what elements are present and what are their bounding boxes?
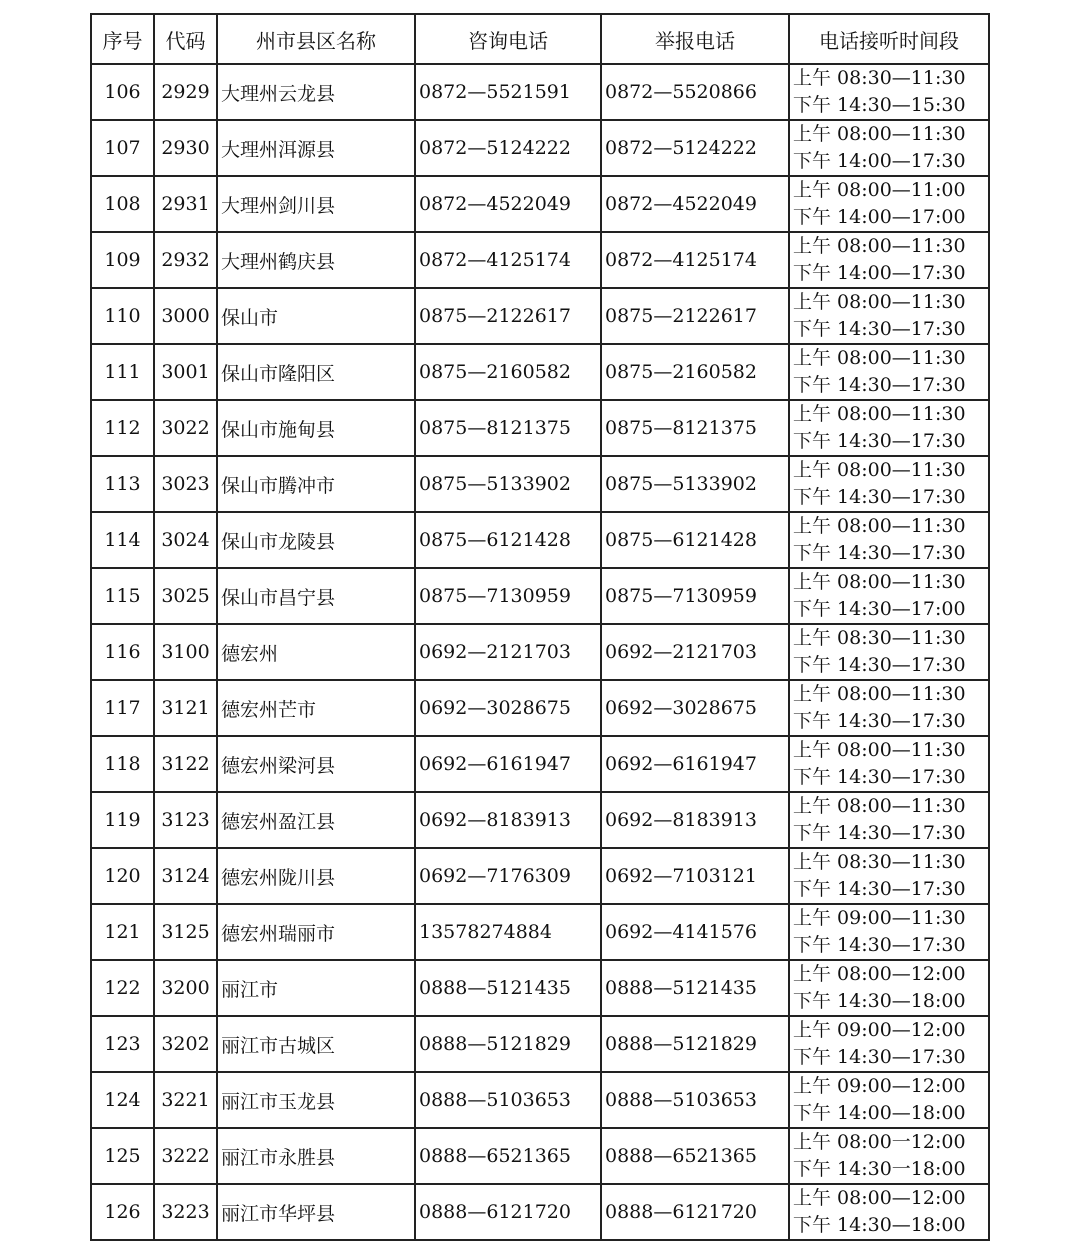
table-body [91, 64, 989, 1240]
code-cell: 3001 [154, 344, 217, 400]
consult-phone-cell: 0875—2122617 [415, 288, 601, 344]
afternoon-hours: 下午 14:30—17:30 [793, 654, 966, 676]
table-row [91, 960, 989, 1016]
code-cell: 3200 [154, 960, 217, 1016]
morning-hours: 上午 09:00—11:30 [793, 907, 966, 929]
code-cell: 3223 [154, 1184, 217, 1240]
consult-phone-cell: 0692—8183913 [415, 792, 601, 848]
afternoon-hours: 下午 14:30—17:30 [793, 878, 966, 900]
table-row [91, 288, 989, 344]
afternoon-hours: 下午 14:30—17:00 [793, 598, 966, 620]
morning-hours: 上午 08:00—11:00 [793, 179, 966, 201]
morning-hours: 上午 08:00一12:00 [793, 1131, 966, 1153]
code-cell: 2929 [154, 64, 217, 120]
code-cell: 3121 [154, 680, 217, 736]
report-phone-cell: 0872—4125174 [601, 232, 789, 288]
consult-phone-cell: 0888—5103653 [415, 1072, 601, 1128]
morning-hours: 上午 08:00—11:30 [793, 347, 966, 369]
consult-phone-cell: 13578274884 [415, 904, 601, 960]
region-name-cell: 德宏州陇川县 [217, 848, 415, 904]
consult-phone-cell: 0888—6521365 [415, 1128, 601, 1184]
report-phone-cell: 0888—5121435 [601, 960, 789, 1016]
serial-number-cell: 115 [91, 568, 154, 624]
morning-hours: 上午 08:30—11:30 [793, 67, 966, 89]
report-phone-cell: 0888—5121829 [601, 1016, 789, 1072]
report-phone-cell: 0888—6521365 [601, 1128, 789, 1184]
region-name-cell: 大理州云龙县 [217, 64, 415, 120]
consult-phone-cell: 0875—8121375 [415, 400, 601, 456]
morning-hours: 上午 08:00—12:00 [793, 963, 966, 985]
table-row [91, 400, 989, 456]
morning-hours: 上午 09:00—12:00 [793, 1075, 966, 1097]
report-phone-cell: 0875—7130959 [601, 568, 789, 624]
table-row [91, 568, 989, 624]
header-row [91, 14, 989, 64]
morning-hours: 上午 08:00—11:30 [793, 795, 966, 817]
morning-hours: 上午 08:00—12:00 [793, 1187, 966, 1209]
table-row [91, 344, 989, 400]
code-cell: 3123 [154, 792, 217, 848]
hours-cell [789, 1072, 989, 1128]
hours-cell [789, 400, 989, 456]
code-cell: 2932 [154, 232, 217, 288]
region-name-cell: 丽江市永胜县 [217, 1128, 415, 1184]
serial-number-cell: 118 [91, 736, 154, 792]
hours-cell [789, 904, 989, 960]
region-name-cell: 保山市 [217, 288, 415, 344]
afternoon-hours: 下午 14:30—17:30 [793, 710, 966, 732]
hours-cell [789, 624, 989, 680]
afternoon-hours: 下午 14:30—17:30 [793, 1046, 966, 1068]
region-name-cell: 大理州洱源县 [217, 120, 415, 176]
code-cell: 3221 [154, 1072, 217, 1128]
code-cell: 3025 [154, 568, 217, 624]
hours-cell [789, 512, 989, 568]
region-name-cell: 丽江市玉龙县 [217, 1072, 415, 1128]
hours-cell [789, 568, 989, 624]
code-cell: 3100 [154, 624, 217, 680]
serial-number-cell: 108 [91, 176, 154, 232]
header-region-name: 州市县区名称 [217, 14, 415, 64]
afternoon-hours: 下午 14:30—17:30 [793, 934, 966, 956]
consult-phone-cell: 0888—5121829 [415, 1016, 601, 1072]
hours-cell [789, 1016, 989, 1072]
serial-number-cell: 110 [91, 288, 154, 344]
report-phone-cell: 0875—6121428 [601, 512, 789, 568]
serial-number-cell: 120 [91, 848, 154, 904]
code-cell: 2931 [154, 176, 217, 232]
consult-phone-cell: 0692—2121703 [415, 624, 601, 680]
consult-phone-cell: 0872—5124222 [415, 120, 601, 176]
hours-cell [789, 848, 989, 904]
afternoon-hours: 下午 14:30—17:30 [793, 542, 966, 564]
serial-number-cell: 112 [91, 400, 154, 456]
header-serial-number: 序号 [91, 14, 154, 64]
hours-cell [789, 232, 989, 288]
serial-number-cell: 111 [91, 344, 154, 400]
table-row [91, 64, 989, 120]
serial-number-cell: 125 [91, 1128, 154, 1184]
report-phone-cell: 0692—2121703 [601, 624, 789, 680]
region-name-cell: 丽江市 [217, 960, 415, 1016]
table-row [91, 1016, 989, 1072]
hours-cell [789, 736, 989, 792]
region-name-cell: 保山市龙陵县 [217, 512, 415, 568]
morning-hours: 上午 08:00—11:30 [793, 123, 966, 145]
table-row [91, 456, 989, 512]
morning-hours: 上午 09:00—12:00 [793, 1019, 966, 1041]
hours-cell [789, 456, 989, 512]
serial-number-cell: 113 [91, 456, 154, 512]
afternoon-hours: 下午 14:00—17:00 [793, 206, 966, 228]
consult-phone-cell: 0875—2160582 [415, 344, 601, 400]
region-name-cell: 德宏州瑞丽市 [217, 904, 415, 960]
afternoon-hours: 下午 14:30—17:30 [793, 486, 966, 508]
hours-cell [789, 176, 989, 232]
serial-number-cell: 107 [91, 120, 154, 176]
header-code: 代码 [154, 14, 217, 64]
serial-number-cell: 122 [91, 960, 154, 1016]
code-cell: 3124 [154, 848, 217, 904]
serial-number-cell: 126 [91, 1184, 154, 1240]
consult-phone-cell: 0692—3028675 [415, 680, 601, 736]
region-name-cell: 大理州鹤庆县 [217, 232, 415, 288]
report-phone-cell: 0875—8121375 [601, 400, 789, 456]
report-phone-cell: 0872—4522049 [601, 176, 789, 232]
hours-cell [789, 344, 989, 400]
afternoon-hours: 下午 14:30—18:00 [793, 990, 966, 1012]
table-row [91, 736, 989, 792]
report-phone-cell: 0692—6161947 [601, 736, 789, 792]
region-name-cell: 保山市施甸县 [217, 400, 415, 456]
report-phone-cell: 0692—3028675 [601, 680, 789, 736]
region-name-cell: 德宏州芒市 [217, 680, 415, 736]
afternoon-hours: 下午 14:30—17:30 [793, 430, 966, 452]
consult-phone-cell: 0692—7176309 [415, 848, 601, 904]
code-cell: 3023 [154, 456, 217, 512]
table-row [91, 904, 989, 960]
report-phone-cell: 0692—7103121 [601, 848, 789, 904]
consult-phone-cell: 0872—5521591 [415, 64, 601, 120]
consult-phone-cell: 0872—4522049 [415, 176, 601, 232]
region-name-cell: 保山市昌宁县 [217, 568, 415, 624]
table-row [91, 792, 989, 848]
morning-hours: 上午 08:00—11:30 [793, 571, 966, 593]
afternoon-hours: 下午 14:30—17:30 [793, 822, 966, 844]
afternoon-hours: 下午 14:30—17:30 [793, 374, 966, 396]
table-row [91, 848, 989, 904]
table-row [91, 680, 989, 736]
code-cell: 3122 [154, 736, 217, 792]
code-cell: 3000 [154, 288, 217, 344]
report-phone-cell: 0888—6121720 [601, 1184, 789, 1240]
region-name-cell: 德宏州梁河县 [217, 736, 415, 792]
morning-hours: 上午 08:00—11:30 [793, 403, 966, 425]
afternoon-hours: 下午 14:00—17:30 [793, 262, 966, 284]
serial-number-cell: 117 [91, 680, 154, 736]
hours-cell [789, 64, 989, 120]
hours-cell [789, 792, 989, 848]
code-cell: 3125 [154, 904, 217, 960]
report-phone-cell: 0875—5133902 [601, 456, 789, 512]
afternoon-hours: 下午 14:30—18:00 [793, 1214, 966, 1236]
hours-cell [789, 680, 989, 736]
report-phone-cell: 0692—4141576 [601, 904, 789, 960]
serial-number-cell: 123 [91, 1016, 154, 1072]
consult-phone-cell: 0872—4125174 [415, 232, 601, 288]
region-name-cell: 德宏州盈江县 [217, 792, 415, 848]
code-cell: 3202 [154, 1016, 217, 1072]
morning-hours: 上午 08:00—11:30 [793, 739, 966, 761]
report-phone-cell: 0872—5124222 [601, 120, 789, 176]
consult-phone-cell: 0875—5133902 [415, 456, 601, 512]
hours-cell [789, 288, 989, 344]
report-phone-cell: 0872—5520866 [601, 64, 789, 120]
serial-number-cell: 119 [91, 792, 154, 848]
morning-hours: 上午 08:30—11:30 [793, 627, 966, 649]
afternoon-hours: 下午 14:30一18:00 [793, 1158, 966, 1180]
hours-cell [789, 1184, 989, 1240]
morning-hours: 上午 08:00—11:30 [793, 291, 966, 313]
code-cell: 3222 [154, 1128, 217, 1184]
report-phone-cell: 0875—2122617 [601, 288, 789, 344]
hours-cell [789, 1128, 989, 1184]
serial-number-cell: 106 [91, 64, 154, 120]
serial-number-cell: 124 [91, 1072, 154, 1128]
header-consult-phone: 咨询电话 [415, 14, 601, 64]
morning-hours: 上午 08:30—11:30 [793, 851, 966, 873]
serial-number-cell: 114 [91, 512, 154, 568]
table-row [91, 1072, 989, 1128]
consult-phone-cell: 0875—6121428 [415, 512, 601, 568]
afternoon-hours: 下午 14:00—17:30 [793, 150, 966, 172]
region-name-cell: 丽江市华坪县 [217, 1184, 415, 1240]
serial-number-cell: 121 [91, 904, 154, 960]
afternoon-hours: 下午 14:30—15:30 [793, 94, 966, 116]
region-name-cell: 大理州剑川县 [217, 176, 415, 232]
header-report-phone: 举报电话 [601, 14, 789, 64]
hours-cell [789, 960, 989, 1016]
code-cell: 2930 [154, 120, 217, 176]
report-phone-cell: 0875—2160582 [601, 344, 789, 400]
consult-phone-cell: 0888—6121720 [415, 1184, 601, 1240]
morning-hours: 上午 08:00—11:30 [793, 235, 966, 257]
table-row [91, 232, 989, 288]
code-cell: 3024 [154, 512, 217, 568]
morning-hours: 上午 08:00—11:30 [793, 515, 966, 537]
morning-hours: 上午 08:00—11:30 [793, 683, 966, 705]
region-name-cell: 丽江市古城区 [217, 1016, 415, 1072]
afternoon-hours: 下午 14:30—17:30 [793, 766, 966, 788]
region-name-cell: 德宏州 [217, 624, 415, 680]
table-row [91, 1184, 989, 1240]
report-phone-cell: 0692—8183913 [601, 792, 789, 848]
consult-phone-cell: 0888—5121435 [415, 960, 601, 1016]
serial-number-cell: 109 [91, 232, 154, 288]
header-hours: 电话接听时间段 [789, 14, 989, 64]
code-cell: 3022 [154, 400, 217, 456]
morning-hours: 上午 08:00—11:30 [793, 459, 966, 481]
table-row [91, 120, 989, 176]
afternoon-hours: 下午 14:30—17:30 [793, 318, 966, 340]
consult-phone-cell: 0692—6161947 [415, 736, 601, 792]
serial-number-cell: 116 [91, 624, 154, 680]
region-name-cell: 保山市腾冲市 [217, 456, 415, 512]
afternoon-hours: 下午 14:00—18:00 [793, 1102, 966, 1124]
table-row [91, 1128, 989, 1184]
hotline-table [90, 13, 990, 1241]
table-row [91, 176, 989, 232]
report-phone-cell: 0888—5103653 [601, 1072, 789, 1128]
consult-phone-cell: 0875—7130959 [415, 568, 601, 624]
table-row [91, 512, 989, 568]
hours-cell [789, 120, 989, 176]
table-row [91, 624, 989, 680]
region-name-cell: 保山市隆阳区 [217, 344, 415, 400]
